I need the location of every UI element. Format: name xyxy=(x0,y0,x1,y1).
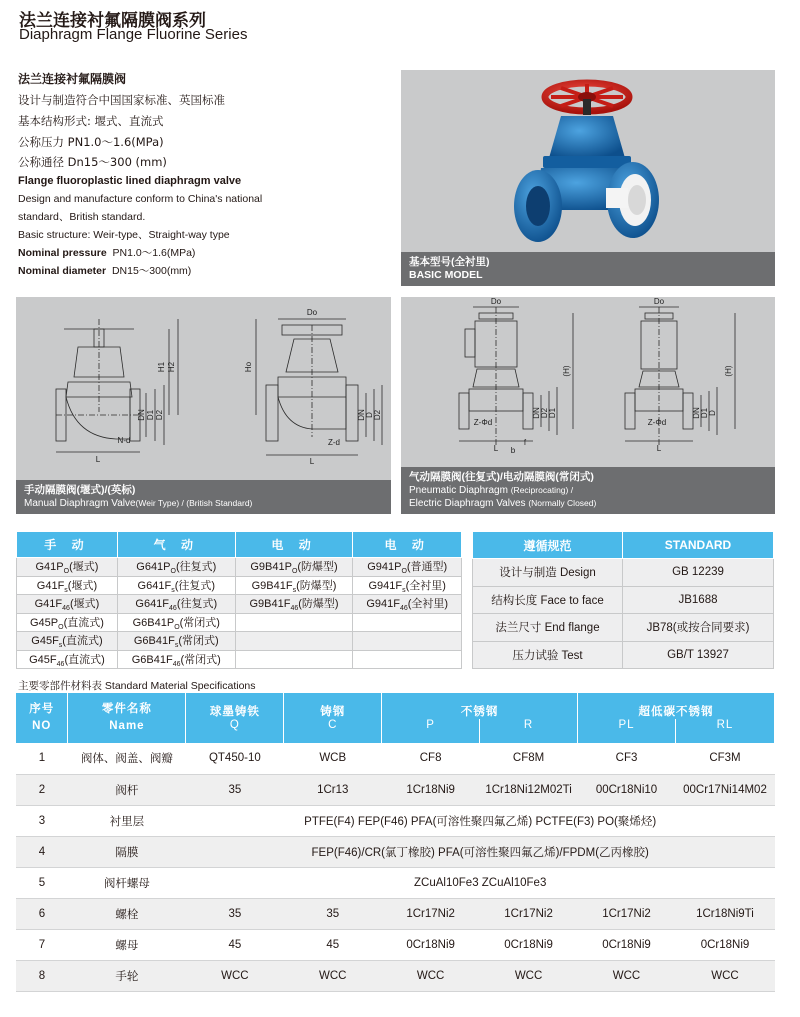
model-cell xyxy=(235,576,353,595)
model-subscript: O xyxy=(291,568,298,576)
intro-line: 公称压力 PN1.0～1.6(MPa) xyxy=(18,135,164,149)
model-cell xyxy=(353,576,462,595)
model-cell xyxy=(353,632,462,651)
model-cell xyxy=(235,613,353,632)
manual-valve-caption xyxy=(16,480,391,514)
material-pl: CF3 xyxy=(578,743,676,774)
material-p: CF8 xyxy=(382,743,480,774)
row-number: 6 xyxy=(16,898,68,929)
col-low-carbon: 超低碳不锈钢 xyxy=(578,693,775,719)
col-q: Q xyxy=(186,719,284,743)
model-code: G41F xyxy=(34,598,63,611)
table-row xyxy=(16,743,775,774)
model-cell xyxy=(117,558,235,577)
caption-en: Standard Material Specifications xyxy=(104,680,256,692)
model-code: G641P xyxy=(136,561,171,574)
col-ductile-iron: 球墨铸铁 xyxy=(186,693,284,719)
material-c: 35 xyxy=(284,898,382,929)
col-no-cn: 序号 xyxy=(29,703,55,715)
material-r: 1Cr17Ni2 xyxy=(480,898,578,929)
dim-D: D xyxy=(708,410,717,416)
model-type: (防爆型) xyxy=(298,598,339,611)
dim-ZPhid2: Z-Φd xyxy=(647,418,667,427)
material-c: WCC xyxy=(284,960,382,991)
material-c: WCB xyxy=(284,743,382,774)
model-subscript: O xyxy=(401,568,407,576)
materials-caption xyxy=(18,678,256,693)
model-subscript: s xyxy=(402,586,406,594)
model-code: G41F xyxy=(36,579,65,592)
row-number: 1 xyxy=(16,743,68,774)
col-name-en: Name xyxy=(109,720,145,732)
intro-line: 公称通径 Dn15～300 (mm) xyxy=(18,155,167,169)
material-p: 1Cr18Ni9 xyxy=(382,774,480,805)
material-span: ZCuAl10Fe3 ZCuAl10Fe3 xyxy=(186,867,775,898)
part-name: 螺栓 xyxy=(68,898,186,929)
model-type: (往复式) xyxy=(176,598,218,611)
row-number: 5 xyxy=(16,867,68,898)
model-type: (防爆型) xyxy=(296,579,337,592)
dim-DN2: DN xyxy=(692,407,701,419)
model-code: G45F xyxy=(29,653,57,666)
row-number: 2 xyxy=(16,774,68,805)
col-r: R xyxy=(480,719,578,743)
model-type-table xyxy=(16,531,462,669)
material-rl: CF3M xyxy=(675,743,774,774)
manual-valve-panel xyxy=(16,297,391,514)
dim-H1: H1 xyxy=(157,361,166,373)
model-code: G941F xyxy=(368,579,403,592)
col-no xyxy=(16,693,68,743)
material-r: 1Cr18Ni12M02Ti xyxy=(480,774,578,805)
part-name: 衬里层 xyxy=(68,805,186,836)
dim-f: f xyxy=(523,438,527,447)
pneumatic-valve-caption xyxy=(401,467,775,514)
caption-en-sub: (Weir Type) / (British Standard) xyxy=(135,498,253,508)
caption-en: Manual Diaphragm Valve xyxy=(24,498,136,509)
model-subscript: 46 xyxy=(172,660,181,668)
col-no-en: NO xyxy=(32,720,52,732)
material-p: WCC xyxy=(382,960,480,991)
model-subscript: s xyxy=(64,586,68,594)
row-number: 8 xyxy=(16,960,68,991)
intro-line: 设计与制造符合中国国家标准、英国标准 xyxy=(18,93,225,107)
row-number: 4 xyxy=(16,836,68,867)
material-pl: 00Cr18Ni10 xyxy=(578,774,676,805)
col-electric: 电 动 xyxy=(235,532,353,558)
model-type: (直流式) xyxy=(62,635,103,648)
model-type: (堰式) xyxy=(69,598,100,611)
table-row xyxy=(16,805,775,836)
col-electric-2: 电 动 xyxy=(353,532,462,558)
intro-line-en: standard、British standard. xyxy=(18,211,146,223)
model-subscript: 46 xyxy=(169,605,177,613)
dim-D1: D1 xyxy=(146,409,155,421)
col-c: C xyxy=(284,719,382,743)
model-cell xyxy=(353,650,462,669)
material-c: 45 xyxy=(284,929,382,960)
pressure-label: Nominal pressure xyxy=(18,247,107,259)
model-type: (全衬里) xyxy=(407,598,449,611)
dim-L2: L xyxy=(309,457,315,466)
col-name xyxy=(68,693,186,743)
std-item: 设计与制造 Design xyxy=(473,559,623,587)
dim-H2: H2 xyxy=(167,361,176,373)
pressure-row xyxy=(18,244,388,262)
page-subtitle: Diaphragm Flange Fluorine Series xyxy=(19,26,248,43)
dim-D2b: D2 xyxy=(373,409,382,421)
dim-DN: DN xyxy=(532,407,541,419)
table-row xyxy=(16,898,775,929)
std-item: 压力试验 Test xyxy=(473,641,623,669)
model-subscript: O xyxy=(58,623,64,631)
model-cell xyxy=(17,650,118,669)
model-cell xyxy=(353,613,462,632)
model-type: (直流式) xyxy=(64,653,105,666)
col-standard-cn: 遵循规范 xyxy=(473,532,623,559)
dim-L2: L xyxy=(656,444,662,453)
material-rl: 1Cr18Ni9Ti xyxy=(675,898,774,929)
table-row xyxy=(473,559,774,587)
dim-D1: D1 xyxy=(548,407,557,419)
table-row xyxy=(17,576,462,595)
caption-en2-sub: (Normally Closed) xyxy=(528,498,597,508)
material-q: WCC xyxy=(186,960,284,991)
model-subscript: 46 xyxy=(62,605,70,613)
pressure-value: PN1.0～1.6(MPa) xyxy=(112,247,196,259)
model-code: G9B41F xyxy=(251,579,293,592)
material-rl: 0Cr18Ni9 xyxy=(675,929,774,960)
caption-en1: Pneumatic Diaphragm xyxy=(409,485,508,496)
material-pl: WCC xyxy=(578,960,676,991)
material-span: FEP(F46)/CR(氯丁橡胶) PFA(可溶性聚四氟乙烯)/FPDM(乙丙橡胶) xyxy=(186,836,775,867)
model-cell xyxy=(117,576,235,595)
caption-en1-sub: (Reciprocating) / xyxy=(510,485,574,495)
caption-cn: 主要零部件材料表 xyxy=(18,680,102,692)
std-item: 法兰尺寸 End flange xyxy=(473,614,623,642)
model-cell xyxy=(235,650,353,669)
page-title: 法兰连接衬氟隔膜阀系列 xyxy=(19,11,206,31)
model-type: (堰式) xyxy=(67,579,98,592)
model-code: G45P xyxy=(29,616,59,629)
std-value: GB/T 13927 xyxy=(623,641,774,669)
model-code: G9B41F xyxy=(249,598,291,611)
model-code: G941F xyxy=(366,598,400,611)
basic-model-panel xyxy=(401,70,775,286)
caption-en: BASIC MODEL xyxy=(409,269,483,281)
model-type: (常闭式) xyxy=(178,635,219,648)
col-standard-en: STANDARD xyxy=(623,532,774,559)
row-number: 3 xyxy=(16,805,68,836)
col-stainless: 不锈钢 xyxy=(382,693,578,719)
model-type: (常闭式) xyxy=(180,653,221,666)
model-cell xyxy=(117,650,235,669)
model-code: G9B41P xyxy=(250,561,292,574)
model-subscript: 46 xyxy=(56,660,65,668)
dim-ZPhid: Z-Φd xyxy=(473,418,493,427)
dim-Do: Do xyxy=(490,297,502,306)
intro-section xyxy=(18,69,388,280)
diameter-value: DN15～300(mm) xyxy=(111,265,192,277)
intro-line-en: Design and manufacture conform to China's national xyxy=(18,193,263,205)
model-type: (普通型) xyxy=(406,561,448,574)
table-row xyxy=(17,650,462,669)
manual-valve-drawing xyxy=(16,297,391,467)
model-subscript: O xyxy=(63,568,70,576)
model-type: (防爆型) xyxy=(297,561,338,574)
dim-H: (H) xyxy=(562,365,571,377)
dim-b: b xyxy=(510,446,516,455)
material-q: 35 xyxy=(186,898,284,929)
intro-heading-cn: 法兰连接衬氟隔膜阀 xyxy=(18,72,127,86)
table-row xyxy=(17,613,462,632)
caption-cn: 手动隔膜阀(堰式)/(英标) xyxy=(24,484,136,496)
table-row xyxy=(16,774,775,805)
table-row xyxy=(16,960,775,991)
model-cell xyxy=(117,613,235,632)
material-span: PTFE(F4) FEP(F46) PFA(可溶性聚四氟乙烯) PCTFE(F3) PO(聚烯烃) xyxy=(186,805,775,836)
standard-table xyxy=(472,531,774,669)
std-item: 结构长度 Face to face xyxy=(473,586,623,614)
basic-model-caption xyxy=(401,252,775,286)
material-rl: 00Cr17Ni14M02 xyxy=(675,774,774,805)
model-code: G41P xyxy=(35,561,64,574)
model-cell xyxy=(17,613,118,632)
model-code: G6B41F xyxy=(133,635,175,648)
table-row xyxy=(17,558,462,577)
model-cell xyxy=(353,595,462,614)
model-cell xyxy=(17,595,118,614)
dim-H2: (H) xyxy=(724,365,733,377)
material-r: CF8M xyxy=(480,743,578,774)
model-cell xyxy=(235,632,353,651)
col-name-cn: 零件名称 xyxy=(101,703,152,715)
part-name: 阀体、阀盖、阀瓣 xyxy=(68,743,186,774)
model-code: G941P xyxy=(367,561,402,574)
col-rl: RL xyxy=(675,719,774,743)
part-name: 螺母 xyxy=(68,929,186,960)
table-row xyxy=(473,586,774,614)
std-value: JB1688 xyxy=(623,586,774,614)
model-cell xyxy=(235,558,353,577)
material-c: 1Cr13 xyxy=(284,774,382,805)
col-pneumatic: 气 动 xyxy=(117,532,235,558)
dim-Zd: Z-d xyxy=(328,438,340,447)
dim-DN: DN xyxy=(137,409,146,421)
dim-D1b: D1 xyxy=(700,407,709,419)
dim-D: D xyxy=(365,412,374,418)
part-name: 阀杆 xyxy=(68,774,186,805)
model-cell xyxy=(117,632,235,651)
diameter-row xyxy=(18,262,388,280)
model-type: (常闭式) xyxy=(179,616,220,629)
pneumatic-valve-panel xyxy=(401,297,775,514)
dim-Ho: Ho xyxy=(244,361,253,373)
part-name: 手轮 xyxy=(68,960,186,991)
dim-D2: D2 xyxy=(540,407,549,419)
model-code: G641F xyxy=(137,579,172,592)
intro-line: 基本结构形式: 堰式、直流式 xyxy=(18,114,164,128)
std-value: GB 12239 xyxy=(623,559,774,587)
dim-Do2: Do xyxy=(653,297,665,306)
model-subscript: O xyxy=(170,568,176,576)
model-subscript: s xyxy=(174,642,179,650)
model-type: (往复式) xyxy=(175,561,217,574)
intro-heading-en: Flange fluoroplastic lined diaphragm valve xyxy=(18,175,242,187)
material-pl: 1Cr17Ni2 xyxy=(578,898,676,929)
material-q: QT450-10 xyxy=(186,743,284,774)
caption-en2: Electric Diaphragm Valves xyxy=(409,498,526,509)
table-row xyxy=(16,867,775,898)
model-cell xyxy=(17,576,118,595)
model-type: (堰式) xyxy=(69,561,99,574)
table-row xyxy=(16,929,775,960)
col-pl: PL xyxy=(578,719,676,743)
part-name: 阀杆螺母 xyxy=(68,867,186,898)
model-cell xyxy=(235,595,353,614)
dim-DN2: DN xyxy=(357,409,366,421)
model-subscript: O xyxy=(174,623,180,631)
diameter-label: Nominal diameter xyxy=(18,265,107,277)
model-type: (全衬里) xyxy=(405,579,446,592)
part-name: 隔膜 xyxy=(68,836,186,867)
dim-Do: Do xyxy=(306,308,318,317)
materials-table xyxy=(16,693,775,992)
row-number: 7 xyxy=(16,929,68,960)
dim-Nd: N-d xyxy=(117,436,131,445)
model-code: G6B41P xyxy=(132,616,175,629)
material-pl: 0Cr18Ni9 xyxy=(578,929,676,960)
material-rl: WCC xyxy=(675,960,774,991)
table-row xyxy=(17,595,462,614)
model-subscript: 46 xyxy=(290,605,299,613)
model-type: (直流式) xyxy=(63,616,104,629)
caption-cn: 气动隔膜阀(往复式)/电动隔膜阀(常闭式) xyxy=(409,471,594,483)
table-row xyxy=(473,641,774,669)
col-manual: 手 动 xyxy=(17,532,118,558)
table-row xyxy=(17,632,462,651)
model-cell xyxy=(17,632,118,651)
model-cell xyxy=(353,558,462,577)
material-r: WCC xyxy=(480,960,578,991)
pneumatic-valve-drawing xyxy=(401,297,775,467)
model-type: (往复式) xyxy=(174,579,216,592)
model-code: G641F xyxy=(135,598,170,611)
model-subscript: 46 xyxy=(399,605,408,613)
model-code: G45F xyxy=(31,635,59,648)
material-q: 45 xyxy=(186,929,284,960)
std-value: JB78(或按合同要求) xyxy=(623,614,774,642)
col-p: P xyxy=(382,719,480,743)
material-p: 0Cr18Ni9 xyxy=(382,929,480,960)
dim-D2: D2 xyxy=(155,409,164,421)
col-cast-steel: 铸钢 xyxy=(284,693,382,719)
table-row xyxy=(16,836,775,867)
dim-L: L xyxy=(95,455,101,464)
material-p: 1Cr17Ni2 xyxy=(382,898,480,929)
intro-line-en: Basic structure: Weir-type、Straight-way type xyxy=(18,229,230,241)
model-code: G6B41F xyxy=(131,653,173,666)
model-cell xyxy=(17,558,118,577)
dim-L: L xyxy=(493,444,499,453)
model-cell xyxy=(117,595,235,614)
model-subscript: s xyxy=(292,586,297,594)
material-q: 35 xyxy=(186,774,284,805)
model-subscript: s xyxy=(171,586,175,594)
model-subscript: s xyxy=(58,642,63,650)
table-row xyxy=(473,614,774,642)
caption-cn: 基本型号(全衬里) xyxy=(409,256,490,268)
material-r: 0Cr18Ni9 xyxy=(480,929,578,960)
